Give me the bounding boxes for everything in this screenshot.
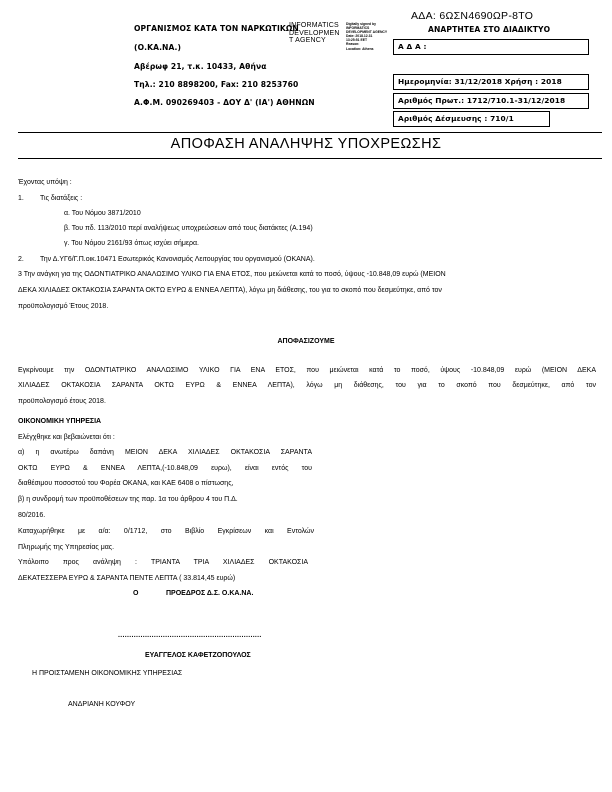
approval-line: Εγκρίνουμε την ΟΔΟΝΤΙΑΤΡΙΚΟ ΑΝΑΛΩΣΙΜΟ ΥΛΙΚΟ ΓΙΑ ΕΝΑ ΕΤΟΣ, που μειώνεται κατά το ποσό, ύψους -10.848,09 ευρώ (ΜΕΙΟΝ ΔΕΚΑ [18, 367, 596, 374]
stamp-detail: DEVELOPMENT AGENCY [346, 30, 388, 35]
document-title: ΑΠΟΦΑΣΗ ΑΝΑΛΗΨΗΣ ΥΠΟΧΡΕΩΣΗΣ [170, 136, 442, 152]
commitment-box: Αριθμός Δέσμευσης : 710/1 [393, 111, 550, 127]
item-2-number: 2. [18, 256, 24, 263]
remaining-line: Υπόλοιπο προς ανάληψη : ΤΡΙΑΝΤΑ ΤΡΙΑ ΧΙΛΙΑΔΕΣ ΟΚΤΑΚΟΣΙΑ [18, 559, 308, 566]
org-address: Αβέρωφ 21, τ.κ. 10433, Αθήνα [134, 62, 267, 71]
sub-item-a: α. Του Νόμου 3871/2010 [64, 210, 141, 217]
sub-item-c: γ. Του Νόμου 2161/93 όπως ισχύει σήμερα. [64, 240, 199, 247]
signature-details [346, 22, 387, 51]
stamp-line: T AGENCY [289, 37, 326, 45]
posting-label: ΑΝΑΡΤΗΤΕΑ ΣΤΟ ΔΙΑΔΙΚΤΥΟ [428, 25, 551, 34]
signer-name: ΕΥΑΓΓΕΛΟΣ ΚΑΦΕΤΖΟΠΟΥΛΟΣ [145, 652, 251, 659]
finance-head-name: ΑΝΔΡΙΑΝΗ ΚΟΥΦΟΥ [68, 701, 136, 708]
item-3-line: 3 Την ανάγκη για της ΟΔΟΝΤΙΑΤΡΙΚΟ ΑΝΑΛΩΣΙΜΟ ΥΛΙΚΟ ΓΙΑ ΕΝΑ ΕΤΟΣ, που μειώνεται κατά το ποσό, ύψους -10.848,09 ευρώ (ΜΕΙΟΝ [18, 271, 446, 278]
finance-b-line: 80/2016. [18, 512, 46, 519]
item-3-line: ΔΕΚΑ ΧΙΛΙΑΔΕΣ ΟΚΤΑΚΟΣΙΑ ΣΑΡΑΝΤΑ ΟΚΤΩ ΕΥΡΩ & ΕΝΝΕΑ ΛΕΠΤΑ), λόγω μη διάθεσης, του για το σκοπό που δεσμεύτηκε, από τον [18, 287, 442, 294]
sub-item-b: β. Του πδ. 113/2010 περί αναλήψεως υποχρεώσεων από τους διατάκτες (Α.194) [64, 225, 313, 232]
stamp-line: INFORMATICS [289, 22, 339, 29]
title-rule-top [18, 132, 602, 133]
finance-checked: Ελέγχθηκε και βεβαιώνεται ότι : [18, 434, 115, 441]
item-2-text: Την Δ.ΥΓ6/Γ.Π.οικ.10471 Εσωτερικός Κανονισμός Λειτουργίας του οργανισμού (ΟΚΑΝΑ). [40, 256, 315, 263]
item-1-number: 1. [18, 195, 24, 202]
approval-line: προϋπολογισμό έτους 2018. [18, 398, 106, 405]
date-box: Ημερομηνία: 31/12/2018 Χρήση : 2018 [393, 74, 589, 90]
finance-a-line: διαθέσιμου ποσοστού του Φορέα ΟΚΑΝΑ, και ΚΑΕ 6408 ο πίστωσης, [18, 480, 234, 487]
title-rule-bottom [18, 158, 602, 159]
finance-b-line: β) η συνδρομή των προϋποθέσεων της παρ. 1α του άρθρου 4 του Π.Δ. [18, 496, 238, 503]
org-name: ΟΡΓΑΝΙΣΜΟΣ ΚΑΤΑ ΤΟΝ ΝΑΡΚΩΤΙΚΩΝ [134, 24, 299, 33]
finance-a-line: ΟΚΤΩ ΕΥΡΩ & ΕΝΝΕΑ ΛΕΠΤΑ,(-10.848,09 ευρω), είναι εντός του [18, 465, 312, 472]
finance-a-line: α) η ανωτέρω δαπάνη ΜΕΙΟΝ ΔΕΚΑ ΧΙΛΙΑΔΕΣ ΟΚΤΑΚΟΣΙΑ ΣΑΡΑΝΤΑ [18, 449, 312, 456]
signature-stamp [289, 22, 340, 45]
remaining-line: ΔΕΚΑΤΕΣΣΕΡΑ ΕΥΡΩ & ΣΑΡΑΝΤΑ ΠΕΝΤΕ ΛΕΠΤΑ ( 33.814,45 ευρώ) [18, 575, 236, 582]
stamp-detail: Digitally signed by [346, 22, 376, 26]
protocol-box: Αριθμός Πρωτ.: 1712/710.1-31/12/2018 [393, 93, 589, 109]
org-abbr: (Ο.ΚΑ.ΝΑ.) [134, 43, 182, 52]
registration-line: Πληρωμής της Υπηρεσίας μας. [18, 544, 115, 551]
finance-title: ΟΙΚΟΝΟΜΙΚΗ ΥΠΗΡΕΣΙΑ [18, 418, 102, 425]
ada-code: ΑΔΑ: 6ΩΣΝ4690ΩΡ-8ΤΟ [411, 10, 534, 22]
stamp-detail: Date: 2018.12.31 [346, 34, 373, 39]
approval-line: ΧΙΛΙΑΔΕΣ ΟΚΤΑΚΟΣΙΑ ΣΑΡΑΝΤΑ ΟΚΤΩ ΕΥΡΩ & ΕΝΝΕΑ ΛΕΠΤΑ), λόγω μη διάθεσης, του για το σκοπό που δεσμεύτηκε, από τον [18, 382, 596, 389]
signature-line: ................................................................ [118, 632, 262, 639]
item-3-line: προϋπολογισμό Έτους 2018. [18, 303, 109, 310]
stamp-detail: INFORMATICS [346, 26, 370, 31]
finance-head-title: Η ΠΡΟΙΣΤΑΜΕΝΗ ΟΙΚΟΝΟΜΙΚΗΣ ΥΠΗΡΕΣΙΑΣ [32, 670, 183, 677]
having-regard: Έχοντας υπόψη : [18, 179, 72, 186]
stamp-detail: Reason: [346, 42, 360, 47]
org-afm: Α.Φ.Μ. 090269403 - ΔΟΥ Δ' (ΙΑ') ΑΘΗΝΩΝ [134, 98, 315, 107]
stamp-detail: Location: Athens [346, 46, 374, 51]
registration-line: Καταχωρήθηκε με α/α: 0/1712, στο Βιβλίο Εγκρίσεων και Εντολών [18, 528, 314, 535]
president-title: ΠΡΟΕΔΡΟΣ Δ.Σ. Ο.ΚΑ.ΝΑ. [166, 590, 254, 597]
stamp-detail: 13:25:51 EET [346, 38, 368, 43]
president-o: Ο [133, 590, 139, 597]
item-1-text: Τις διατάξεις : [40, 195, 83, 202]
stamp-line: DEVELOPMEN [289, 29, 340, 37]
decide-heading: ΑΠΟΦΑΣΙΖΟΥΜΕ [277, 338, 335, 345]
org-phones: Τηλ.: 210 8898200, Fax: 210 8253760 [134, 80, 299, 89]
ada-box: Α Δ Α : [393, 39, 589, 55]
